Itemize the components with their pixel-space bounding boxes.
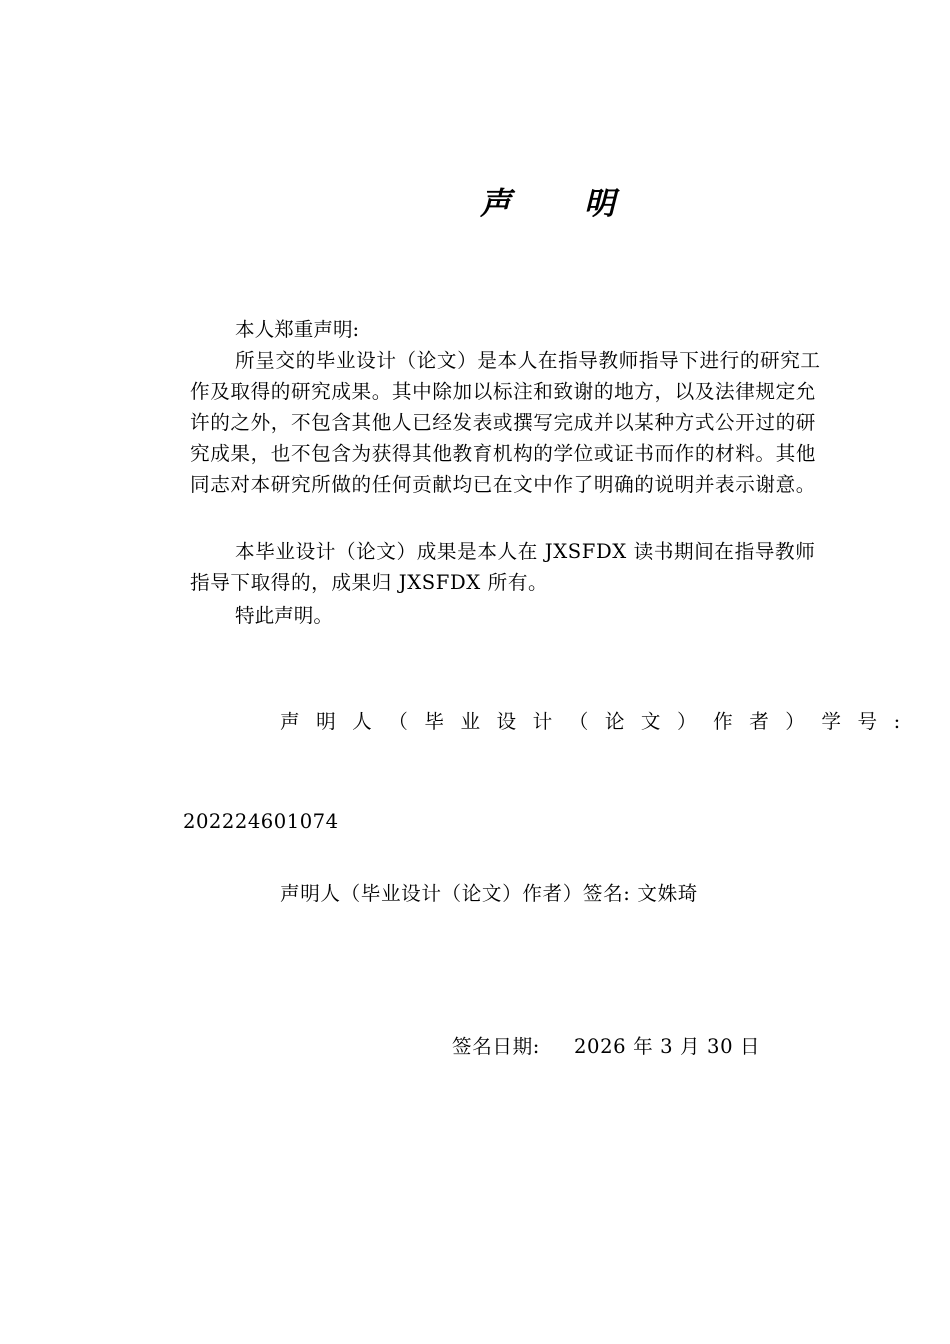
signature-line xyxy=(280,878,698,910)
declaration-paragraph-2: 本毕业设计（论文）成果是本人在 JXSFDX 读书期间在指导教师指导下取得的，成果归 JXSFDX 所有。 xyxy=(190,540,816,594)
page-title xyxy=(480,180,615,228)
title-char-left: 声 xyxy=(480,186,511,222)
signature-label: 声明人（毕业设计（论文）作者）签名: xyxy=(280,882,631,905)
date-value: 2026 年 3 月 30 日 xyxy=(573,1035,761,1058)
date-line xyxy=(452,1031,760,1063)
student-id-label: 声明人（毕业设计（论文）作者）学号: xyxy=(280,710,917,733)
declaration-closing: 特此声明。 xyxy=(235,604,333,627)
declaration-intro: 本人郑重声明: xyxy=(235,318,360,341)
title-char-right: 明 xyxy=(584,186,615,222)
student-id-value: 202224601074 xyxy=(183,810,339,833)
declaration-paragraph-1: 所呈交的毕业设计（论文）是本人在指导教师指导下进行的研究工作及取得的研究成果。其中除加以标注和致谢的地方，以及法律规定允许的之外，不包含其他人已经发表或撰写完成并以某种方式公开过的研究成果，也不包含为获得其他教育机构的学位或证书而作的材料。其他同志对本研究所做的任何贡献均已在文中作了明确的说明并表示谢意。 xyxy=(190,349,821,496)
date-label: 签名日期: xyxy=(452,1035,540,1058)
signature-name: 文姝琦 xyxy=(637,882,698,905)
